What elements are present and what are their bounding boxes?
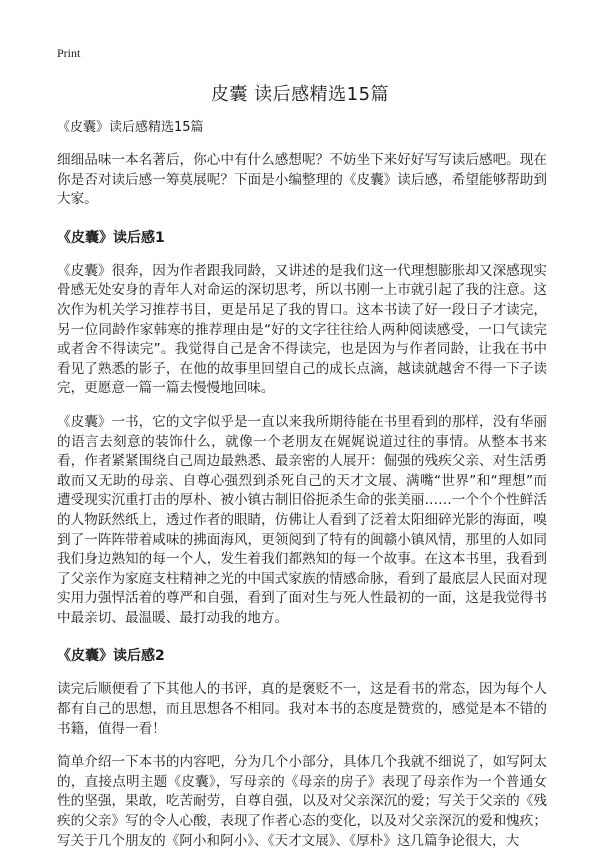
section-2-paragraph-1: 读完后顺便看了下其他人的书评，真的是褒贬不一，这是看书的常态，因为每个人都有自己的思想，而且思想各不相同。我对本书的态度是赞赏的，感觉是本不错的书籍，值得一看！ bbox=[57, 681, 547, 737]
paragraph-gap bbox=[57, 399, 547, 413]
section-heading-2: 《皮囊》读后感2 bbox=[57, 648, 165, 665]
document-subtitle: 《皮囊》读后感精选15篇 bbox=[57, 120, 204, 135]
print-link[interactable]: Print bbox=[57, 46, 81, 60]
section-heading-1: 《皮囊》读后感1 bbox=[57, 229, 165, 246]
intro-paragraph: 细细品味一本名著后，你心中有什么感想呢？不妨坐下来好好写写读后感吧。现在你是否对读后感一筹莫展呢？下面是小编整理的《皮囊》读后感，希望能够帮助到大家。 bbox=[57, 152, 547, 208]
section-1-paragraph-2: 《皮囊》一书，它的文字似乎是一直以来我所期待能在书里看到的那样，没有华丽的语言去刻意的装饰什么，就像一个老朋友在娓娓说道过往的事情。从整本书来看，作者紧紧围绕自己周边最熟悉、最亲密的人展开：倔强的残疾父亲、对生活勇敢而又无助的母亲、自尊心强烈到杀死自己的天才文展、满嘴“世界”和“理想”而遭受现实沉重打击的厚朴、被小镇古制旧俗扼杀生命的张美丽……一个个个性鲜活的人物跃然纸上，透过作者的眼睛，仿佛让人看到了泛着太阳细碎光影的海面，嗅到了一阵阵带着咸味的拂面海风，更领阅到了特有的闽赣小镇风情，那里的人如同我们身边熟知的每一个人，发生着我们都熟知的每一个故事。在这本书里，我看到了父亲作为家庭支柱精神之光的中国式家族的情感命脉，看到了最底层人民面对现实用力强悍活着的尊严和自强，看到了面对生与死人性最初的一面，这是我觉得书中最亲切、最温暖、最打动我的地方。 bbox=[57, 413, 547, 626]
document-body bbox=[57, 118, 547, 851]
document-title: 皮囊 读后感精选15篇 bbox=[210, 84, 390, 105]
section-1-paragraph-1: 《皮囊》很奔，因为作者跟我同龄，又讲述的是我们这一代理想膨胀却又深感现实骨感无处安身的青年人对命运的深切思考，所以书刚一上市就引起了我的注意。这次作为机关学习推荐书目，更是吊足了我的胃口。这本书读了好一段日子才读完，另一位同龄作家韩寒的推荐理由是“好的文字往往给人两种阅读感受，一口气读完或者舍不得读完”。我觉得自己是舍不得读完，也是因为与作者同龄，让我在书中看见了熟悉的影子，在他的故事里回望自己的成长点滴，越读就越舍不得一下子读完，更愿意一篇一篇去慢慢地回味。 bbox=[57, 262, 547, 397]
section-2-paragraph-2: 简单介绍一下本书的内容吧，分为几个小部分，具体几个我就不细说了，如写阿太的，直接点明主题《皮囊》，写母亲的《母亲的房子》表现了母亲作为一个普通女性的坚强，果敢，吃苦耐劳，自尊自强，以及对父亲深沉的爱；写关于父亲的《残疾的父亲》写的令人心酸，表现了作者心态的变化，以及对父亲深沉的爱和愧疚；写关于几个朋友的《阿小和阿小》、《天才文展》、《厚朴》这几篇争论很大，大 bbox=[57, 754, 547, 849]
paragraph-gap bbox=[57, 739, 547, 753]
